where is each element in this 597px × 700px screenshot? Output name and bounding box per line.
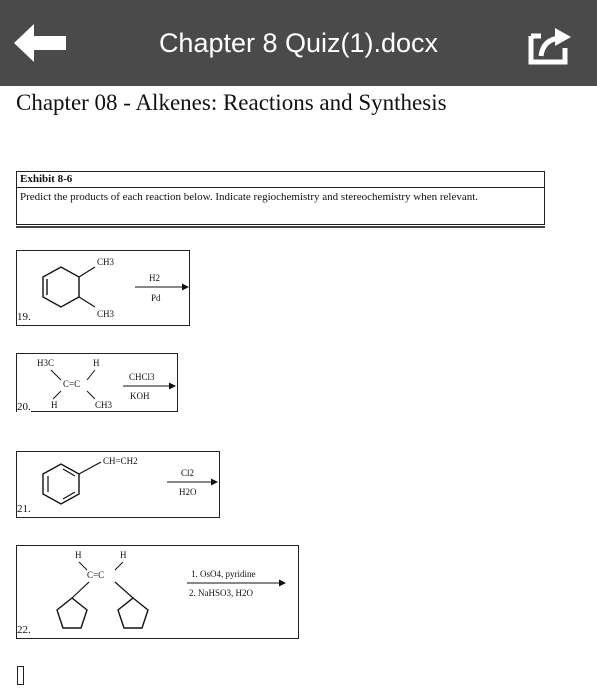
q22-left-top: H	[75, 550, 82, 560]
question-20-number: 20.	[17, 401, 31, 413]
question-19-box	[16, 250, 190, 326]
question-21-number: 21.	[17, 503, 31, 515]
exhibit-instructions: Predict the products of each reaction below. Indicate regiochemistry and stereochemistry when relevant.	[20, 191, 479, 203]
exhibit-underline	[16, 226, 545, 228]
q20-reagent-bottom: KOH	[130, 391, 150, 401]
exhibit-box	[16, 171, 545, 225]
q21-reagent-top: Cl2	[181, 468, 195, 478]
question-22-number: 22.	[17, 624, 31, 636]
q22-right-top: H	[120, 550, 127, 560]
q20-reagent-top: CHCl3	[129, 372, 155, 382]
q22-reagent-top: 1. OsO4, pyridine	[191, 569, 256, 579]
question-19-number: 19.	[17, 311, 31, 323]
q19-methyl-top: CH3	[97, 257, 115, 267]
top-app-bar	[0, 0, 597, 86]
share-icon	[527, 22, 573, 66]
question-19-structure	[17, 251, 191, 327]
question-21-structure	[17, 452, 221, 519]
q22-reagent-bottom: 2. NaHSO3, H2O	[189, 588, 253, 598]
q19-reagent-bottom: Pd	[151, 293, 161, 303]
q20-double-bond: C=C	[63, 379, 81, 389]
exhibit-label: Exhibit 8-6	[17, 172, 544, 188]
q20-left-top: H3C	[37, 358, 55, 368]
question-22-box	[16, 545, 299, 639]
q21-vinyl-group: CH=CH2	[103, 456, 138, 466]
question-20-structure	[17, 354, 179, 413]
text-cursor-placeholder	[17, 666, 24, 685]
q20-right-bottom: CH3	[95, 400, 113, 410]
share-button[interactable]	[527, 22, 573, 66]
q19-reagent-top: H2	[149, 273, 160, 283]
q20-left-bottom: H	[51, 400, 58, 410]
q19-methyl-bottom: CH3	[97, 309, 115, 319]
question-22-structure	[17, 546, 300, 640]
document-heading: Chapter 08 - Alkenes: Reactions and Synthesis	[16, 90, 447, 115]
q21-reagent-bottom: H2O	[179, 487, 197, 497]
q22-double-bond: C=C	[87, 570, 105, 580]
question-20-box	[16, 353, 178, 412]
app-title: Chapter 8 Quiz(1).docx	[158, 28, 439, 58]
q20-right-top: H	[93, 358, 100, 368]
question-21-box	[16, 451, 220, 518]
